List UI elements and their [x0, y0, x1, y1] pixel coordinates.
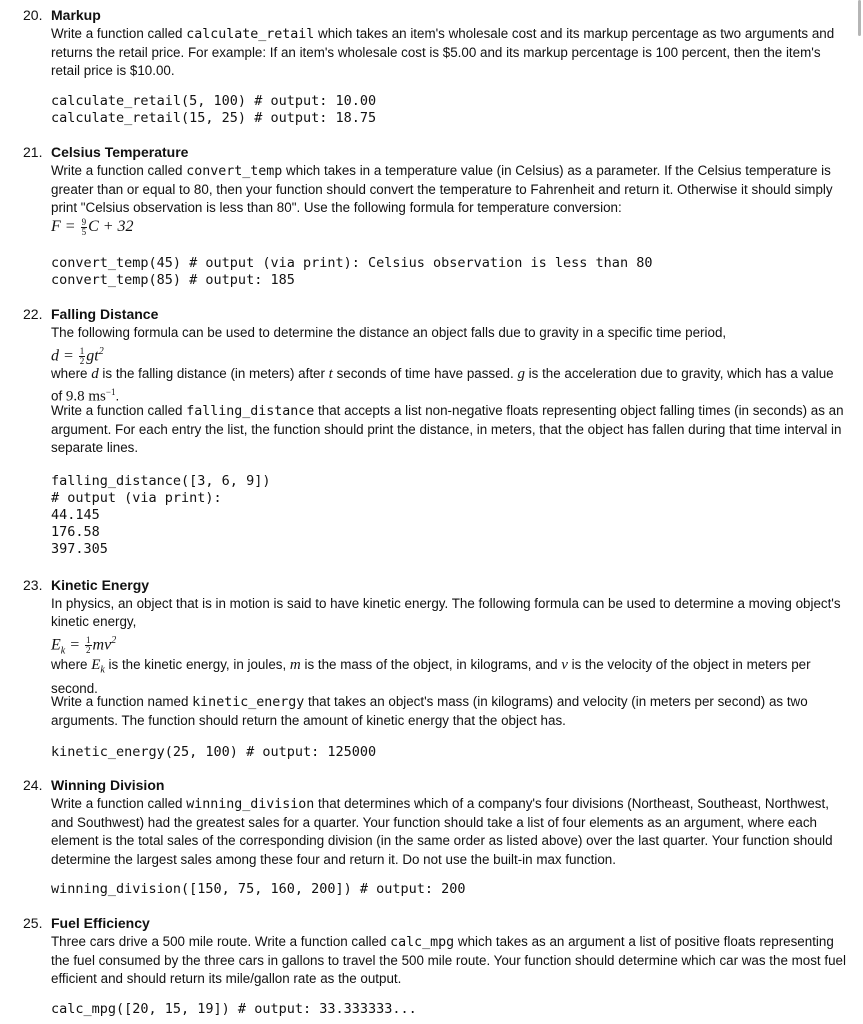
- problem-title: Fuel Efficiency: [51, 915, 150, 931]
- problem-description: Write a function called falling_distance that accepts a list non-negative floats representing object falling times (in seconds) as an argument. For each entry the list, the function should print the distance, in meters, that the object has fallen during that time interval in separate lines.: [51, 403, 844, 456]
- scrollbar-thumb[interactable]: [858, 0, 861, 36]
- code-example: kinetic_energy(25, 100) # output: 125000: [51, 744, 377, 760]
- problem-number: 21.: [23, 144, 43, 160]
- code-example: calculate_retail(5, 100) # output: 10.00 calculate_retail(15, 25) # output: 18.75: [51, 93, 377, 126]
- problem-title: Kinetic Energy: [51, 577, 150, 593]
- problem-title: Markup: [51, 7, 101, 23]
- code-example: convert_temp(45) # output (via print): Celsius observation is less than 80 convert_temp(85) # output: 185: [51, 255, 653, 288]
- problem-description: Write a function called convert_temp which takes in a temperature value (in Celsius) as a parameter. If the Celsius temperature is greater than or equal to 80, then your function should convert the temperature to Fahrenheit and return it. Otherwise it should simply print "Celsius observation is less than 80". Use the following formula for temperature conversion:: [51, 163, 833, 216]
- problem-description: Three cars drive a 500 mile route. Write a function called calc_mpg which takes as an argument a list of positive floats representing the fuel consumed by the three cars in gallons to travel the 500 mile route. Your function should determine which car was the most fuel efficient and should return its mile/gallon rate as the output.: [51, 934, 846, 987]
- problem-number: 23.: [23, 577, 43, 593]
- problem-description: Write a function called calculate_retail which takes an item's wholesale cost and its markup percentage as two arguments and returns the retail price. For example: If an item's wholesale cost is $5.00 and its markup percentage is 100 percent, then the item's retail price is $10.00.: [51, 26, 835, 79]
- formula: d = $\frac{1}{2}$ $gt^2$: [51, 346, 104, 367]
- function-name: falling_distance: [186, 404, 315, 419]
- formula-explanation: where d is the falling distance (in meters) after t seconds of time have passed. g is the acceleration due to gravity, which has a value of 9.8 $ms^{-1}$.: [51, 366, 834, 405]
- problem-description: Write a function named kinetic_energy that takes an object's mass (in kilograms) and velocity (in meters per second) as two arguments. The function should return the amount of kinetic energy that the object has.: [51, 694, 808, 729]
- function-name: winning_division: [186, 797, 315, 812]
- code-example: calc_mpg([20, 15, 19]) # output: 33.333333...: [51, 1001, 417, 1017]
- formula-intro: In physics, an object that is in motion is said to have kinetic energy. The following formula can be used to determine a moving object's kinetic energy,: [51, 596, 841, 630]
- problem-title: Celsius Temperature: [51, 144, 189, 160]
- formula-intro: The following formula can be used to determine the distance an object falls due to gravity in a specific time period,: [51, 325, 727, 340]
- problem-number: 20.: [23, 7, 43, 23]
- function-name: calculate_retail: [186, 27, 315, 42]
- problem-description: Write a function called winning_division that determines which of a company's four divisions (Northeast, Southeast, Northwest, and Southwest) had the greatest sales for a quarter. Your function should take a list of four elements as an argument, where each element is the total sales of the corresponding division (in the same order as listed above) over the last quarter. Your function should determine the largest sales among these four and return it. Do not use the built-in max function.: [51, 796, 833, 867]
- code-example: falling_distance([3, 6, 9]) # output (via print): 44.145 176.58 397.305: [51, 473, 271, 557]
- function-name: kinetic_energy: [192, 695, 305, 710]
- problem-number: 25.: [23, 915, 43, 931]
- code-example: winning_division([150, 75, 160, 200]) # output: 200: [51, 881, 466, 897]
- formula-explanation: where $E_k$ is the kinetic energy, in joules, m is the mass of the object, in kilograms, and v is the velocity of the object in meters per second.: [51, 657, 811, 696]
- problem-number: 22.: [23, 306, 43, 322]
- function-name: calc_mpg: [390, 935, 455, 950]
- formula: F = $\frac{9}{5}$ C + 32: [51, 216, 134, 237]
- problem-number: 24.: [23, 777, 43, 793]
- problem-title: Winning Division: [51, 777, 165, 793]
- function-name: convert_temp: [186, 164, 283, 179]
- problem-title: Falling Distance: [51, 306, 159, 322]
- formula: $E_k$ = $\frac{1}{2}$ $mv^2$: [51, 635, 117, 657]
